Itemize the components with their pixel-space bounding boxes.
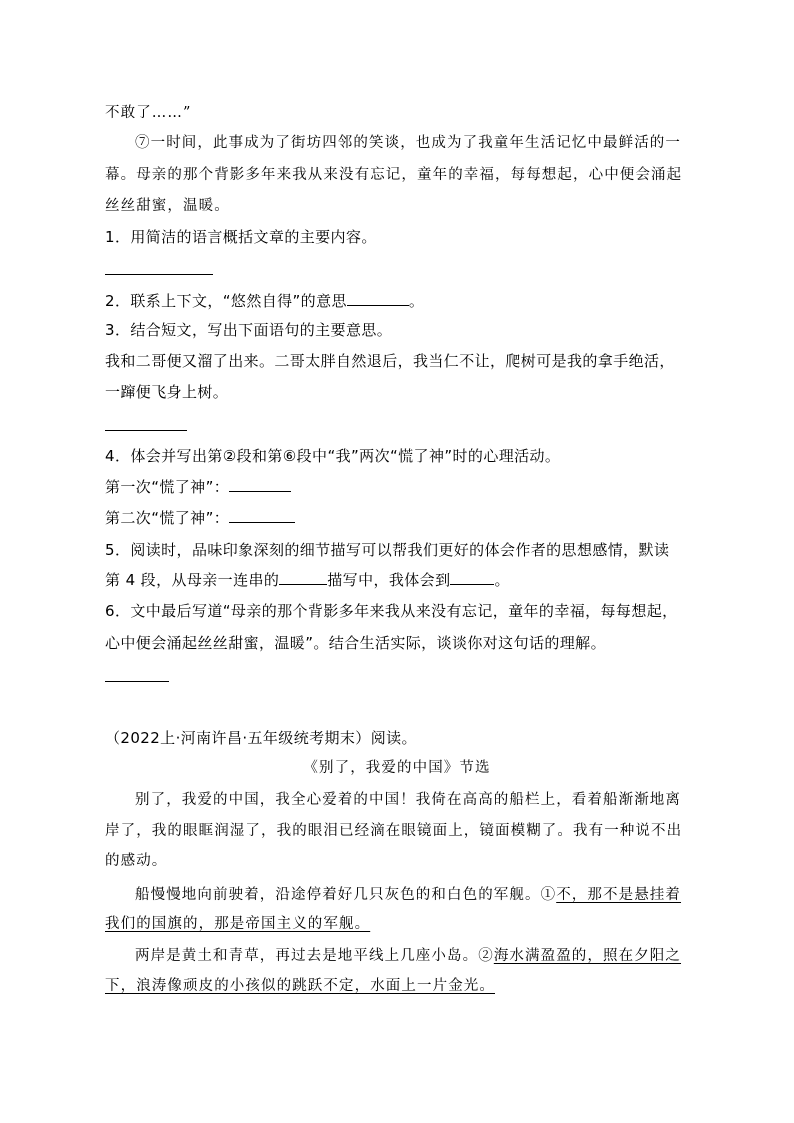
question-3-sentence: 我和二哥便又溜了出来。二哥太胖自然退后，我当仁不让，爬树可是我的拿手绝活， [105, 352, 675, 370]
passage-line [135, 885, 681, 905]
answer-line [105, 274, 213, 275]
question-4-first [105, 477, 291, 497]
passage-line: 的感动。 [105, 853, 168, 869]
passage-text: 两岸是黄土和青草，再过去是地平线上几座小岛。② [135, 948, 494, 964]
question-5-text-b: 描写中，我体会到 [327, 571, 451, 589]
passage-line: 幕。母亲的那个背影多年来我从来没有忘记，童年的幸福，每每想起，心中便会涌起 [105, 167, 683, 183]
question-5-text-a: 第 4 段，从母亲一连串的 [105, 571, 280, 589]
passage-line [105, 914, 370, 934]
question-4-second [105, 508, 295, 528]
answer-blank [450, 570, 494, 585]
question-5-end: 。 [494, 571, 510, 589]
underlined-sentence-1: 我们的国旗的，那是帝国主义的军舰。 [105, 916, 371, 932]
passage-line: 岸了，我的眼眶润湿了，我的眼泪已经滴在眼镜面上，镜面模糊了。我有一种说不出 [105, 823, 683, 839]
answer-blank [229, 508, 295, 523]
underlined-sentence-1: 不，那不是悬挂着 [556, 887, 682, 903]
question-5-line-2 [105, 570, 510, 590]
question-4: 4．体会并写出第②段和第⑥段中“我”两次“慌了神”时的心理活动。 [105, 447, 561, 465]
passage-line: 丝丝甜蜜，温暖。 [105, 198, 230, 214]
underlined-sentence-2: 海水满盈盈的，照在夕阳之 [493, 948, 682, 964]
passage-line: ⑦一时间，此事成为了街坊四邻的笑谈，也成为了我童年生活记忆中最鲜活的一 [135, 135, 681, 151]
question-4-second-label: 第二次“慌了神”： [105, 509, 230, 527]
question-3-sentence: 一蹿便飞身上树。 [105, 383, 229, 401]
passage-title: 《别了，我爱的中国》节选 [303, 760, 491, 776]
passage-line [135, 946, 681, 966]
passage-line: 不敢了……” [105, 105, 192, 121]
passage-line: 别了，我爱的中国，我全心爱着的中国！我倚在高高的船栏上，看着船渐渐地离 [135, 792, 681, 808]
passage-text: 船慢慢地向前驶着，沿途停着好几只灰色的和白色的军舰。① [135, 887, 557, 903]
answer-blank [229, 477, 291, 492]
answer-line [105, 681, 169, 682]
question-3: 3．结合短文，写出下面语句的主要意思。 [105, 321, 393, 339]
answer-blank [279, 570, 327, 585]
passage-line [105, 976, 495, 996]
question-2-text: 2．联系上下文，“悠然自得”的意思 [105, 292, 347, 310]
question-6-line-2: 心中便会涌起丝丝甜蜜，温暖”。结合生活实际，谈谈你对这句话的理解。 [105, 634, 606, 652]
question-6: 6．文中最后写道“母亲的那个背影多年来我从来没有忘记，童年的幸福，每每想起， [105, 602, 678, 620]
question-2 [105, 291, 424, 311]
question-1: 1．用简洁的语言概括文章的主要内容。 [105, 228, 377, 246]
answer-blank [347, 291, 409, 306]
question-2-end: 。 [408, 292, 425, 310]
question-4-first-label: 第一次“慌了神”： [105, 478, 230, 496]
underlined-sentence-2: 下，浪涛像顽皮的小孩似的跳跃不定，水面上一片金光。 [105, 978, 495, 994]
answer-line [105, 430, 187, 431]
exam-source: （2022上·河南许昌·五年级统考期末）阅读。 [105, 729, 417, 747]
question-5: 5．阅读时，品味印象深刻的细节描写可以帮我们更好的体会作者的思想感情，默读 [105, 541, 670, 559]
